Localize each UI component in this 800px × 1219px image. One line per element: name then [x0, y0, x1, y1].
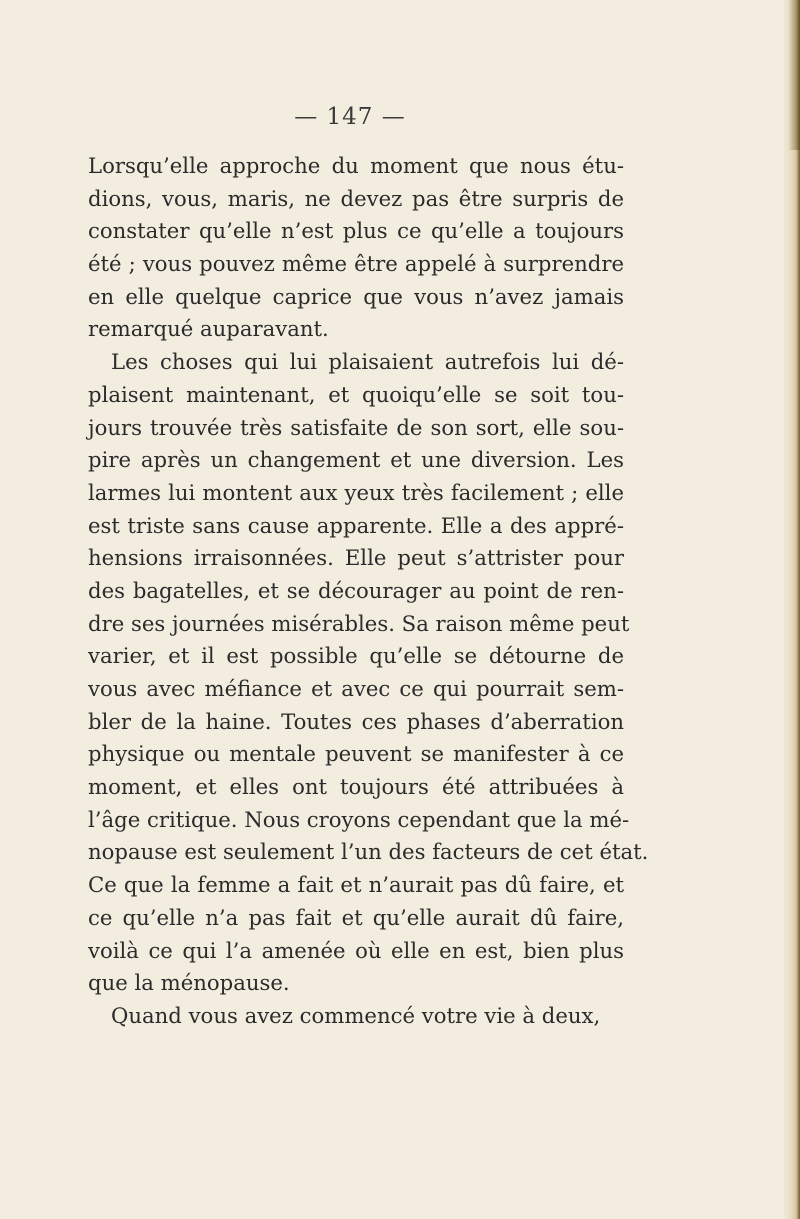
text-line: Ce que la femme a fait et n’aurait pas dû faire, et [88, 872, 624, 898]
text-line: moment, et elles ont toujours été attribuées à [88, 774, 624, 800]
page-edge-shadow-top [788, 0, 800, 150]
text-line: en elle quelque caprice que vous n’avez jamais [88, 283, 624, 309]
text-line: larmes lui montent aux yeux très facilement ; elle [88, 479, 624, 505]
text-line: des bagatelles, et se décourager au point de ren- [88, 577, 624, 603]
text-line: que la ménopause. [88, 970, 290, 996]
page-number: — 147 — [294, 104, 406, 130]
text-line: hensions irraisonnées. Elle peut s’attrister pour [88, 545, 624, 571]
text-line: Lorsqu’elle approche du moment que nous étu- [88, 153, 624, 178]
paragraph-start-line: Les choses qui lui plaisaient autrefois lui dé- [111, 349, 624, 375]
text-line: nopause est seulement l’un des facteurs de cet état. [88, 839, 649, 865]
text-line: voilà ce qui l’a amenée où elle en est, bien plus [88, 937, 624, 963]
body-text [88, 150, 649, 1033]
text-line: bler de la haine. Toutes ces phases d’aberration [88, 708, 624, 734]
text-line: l’âge critique. Nous croyons cependant que la mé- [88, 806, 630, 832]
paragraph-start-line: Quand vous avez commencé votre vie à deux, [111, 1002, 601, 1028]
text-line: vous avec méfiance et avec ce qui pourrait sem- [88, 676, 624, 701]
text-line: été ; vous pouvez même être appelé à surprendre [88, 251, 624, 277]
text-line: ce qu’elle n’a pas fait et qu’elle aurait dû faire, [88, 904, 624, 930]
text-line: dre ses journées misérables. Sa raison même peut [88, 610, 630, 636]
page-edge-shadow [784, 0, 800, 1219]
text-line: physique ou mentale peuvent se manifester à ce [88, 741, 624, 767]
text-line: pire après un changement et une diversion. Les [88, 447, 624, 473]
text-line: constater qu’elle n’est plus ce qu’elle a toujours [88, 218, 624, 244]
text-line: jours trouvée très satisfaite de son sort, elle sou- [88, 414, 624, 440]
text-line: est triste sans cause apparente. Elle a des appré- [88, 512, 624, 538]
text-line: dions, vous, maris, ne devez pas être surpris de [88, 185, 624, 211]
text-line: plaisent maintenant, et quoiqu’elle se soit tou- [88, 381, 624, 407]
text-line: remarqué auparavant. [88, 316, 329, 342]
text-line: varier, et il est possible qu’elle se détourne de [88, 643, 624, 669]
